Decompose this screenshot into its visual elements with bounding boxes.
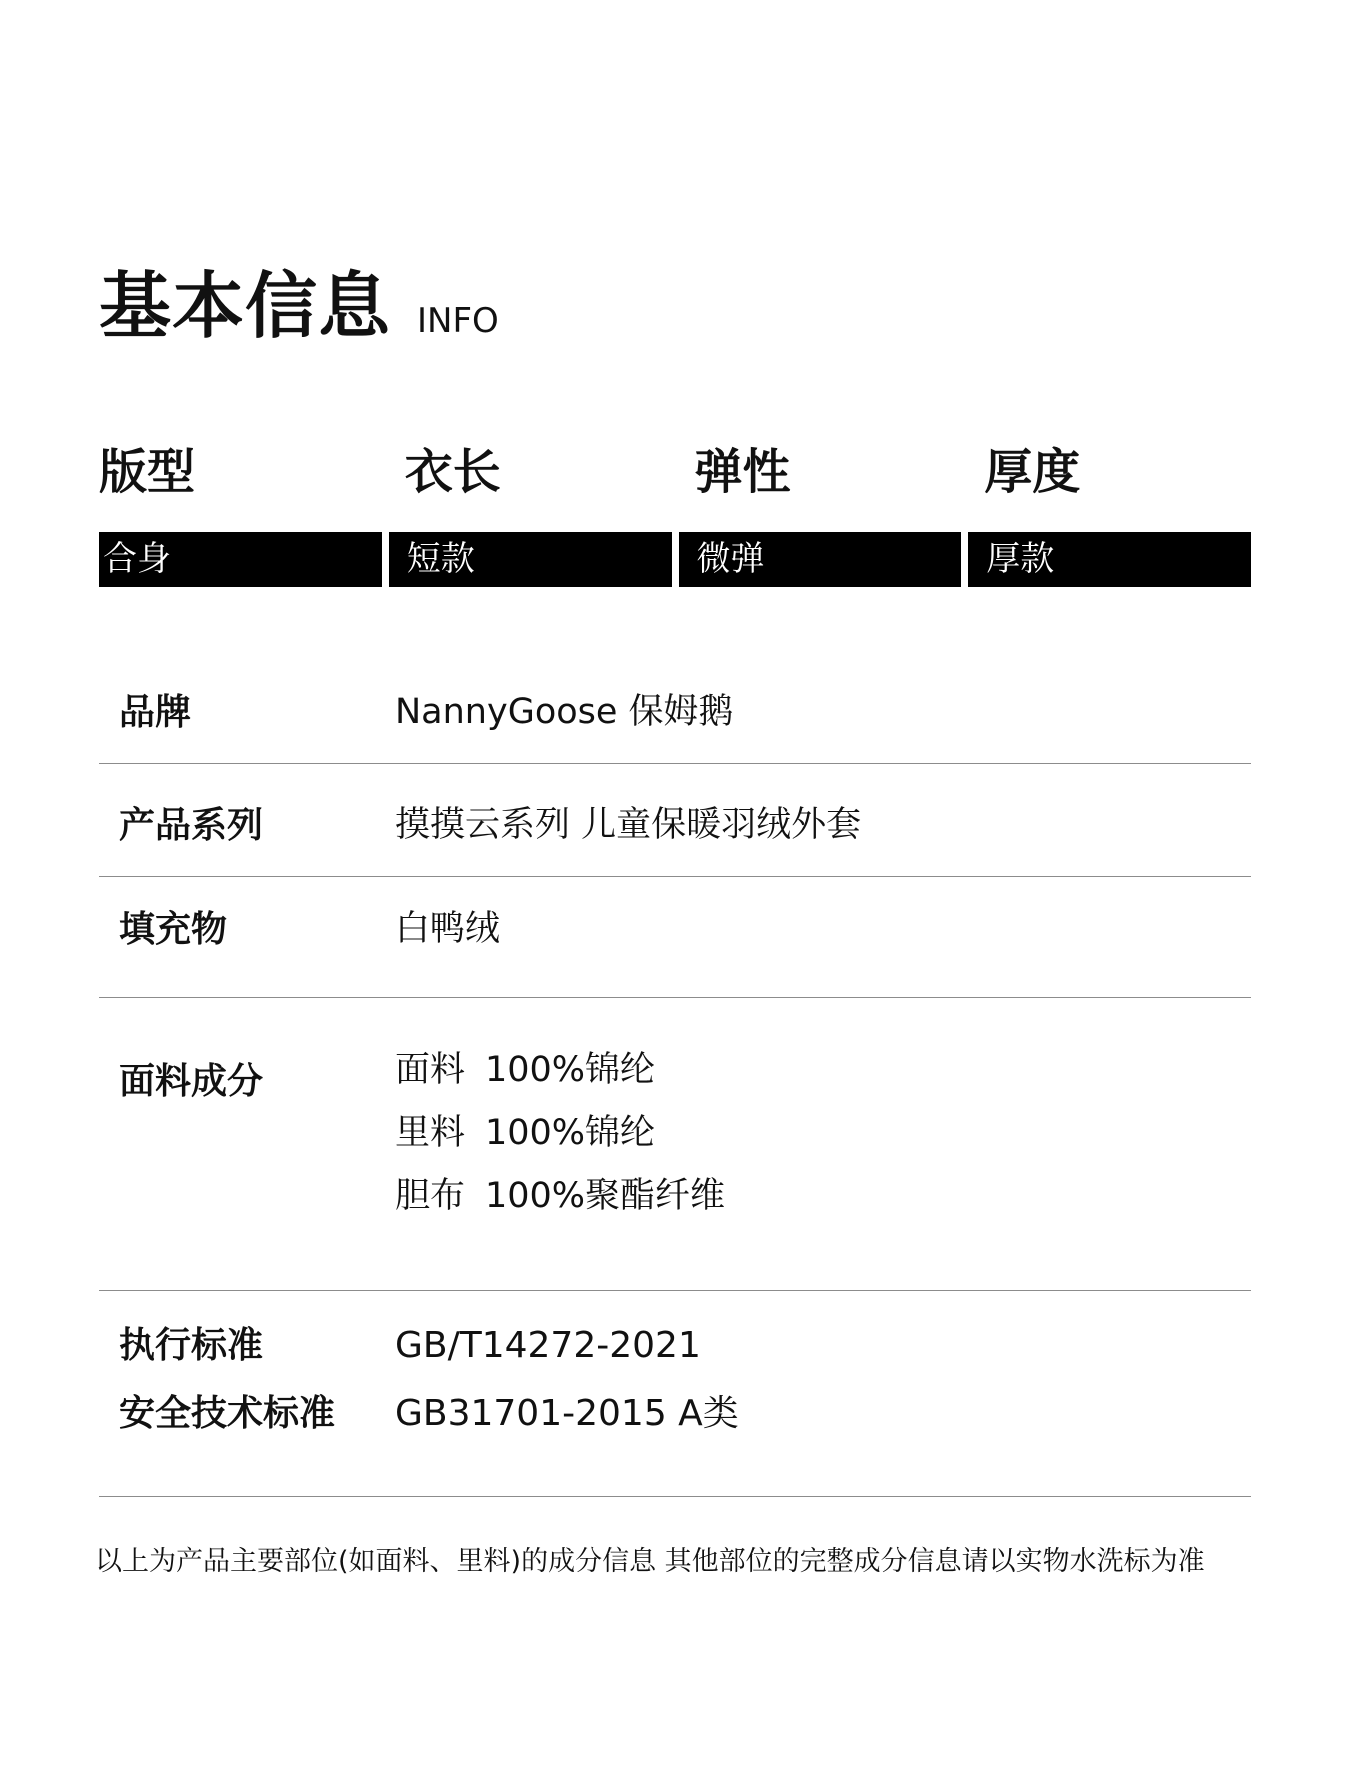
fabric-content: 100%锦纶 (485, 1050, 656, 1090)
fabric-item (395, 1113, 725, 1179)
safety-label: 安全技术标准 (119, 1393, 336, 1434)
attribute-value: 合身 (99, 532, 382, 587)
page-header (99, 264, 499, 348)
safety-value: GB31701-2015 A类 (395, 1393, 739, 1434)
page-title: 基本信息 (99, 264, 392, 348)
attribute-value: 短款 (389, 532, 672, 587)
attribute-label: 弹性 (694, 444, 791, 500)
attribute-label: 厚度 (984, 444, 1081, 500)
fabric-part: 面料 (395, 1050, 466, 1090)
spec-table (99, 660, 1251, 1497)
fabric-part: 胆布 (395, 1176, 466, 1216)
attribute-length (389, 444, 672, 587)
filling-value: 白鸭绒 (395, 909, 501, 949)
attribute-value: 微弹 (679, 532, 962, 587)
attribute-label: 衣长 (404, 444, 501, 500)
page-subtitle: INFO (417, 301, 499, 341)
attribute-thickness (968, 444, 1251, 587)
series-label: 产品系列 (119, 805, 264, 846)
standard-line (119, 1325, 701, 1366)
fabric-label: 面料成分 (119, 1061, 264, 1102)
standard-label: 执行标准 (119, 1325, 264, 1366)
attribute-value: 厚款 (968, 532, 1251, 587)
fabric-list (395, 1050, 726, 1242)
series-value: 摸摸云系列 儿童保暖羽绒外套 (395, 805, 862, 845)
brand-label: 品牌 (119, 692, 192, 733)
fabric-part: 里料 (395, 1113, 466, 1153)
brand-value: NannyGoose 保姆鹅 (395, 692, 734, 732)
standard-value: GB/T14272-2021 (395, 1325, 701, 1366)
attribute-elasticity (679, 444, 962, 587)
fabric-content: 100%锦纶 (485, 1113, 656, 1153)
attribute-strip (99, 444, 1251, 587)
fabric-content: 100%聚酯纤维 (485, 1176, 726, 1216)
filling-label: 填充物 (119, 909, 228, 950)
safety-line (119, 1393, 739, 1434)
attribute-label: 版型 (99, 444, 196, 500)
fabric-item (395, 1176, 726, 1242)
spec-row-filling (99, 877, 1251, 998)
attribute-fit (99, 444, 382, 587)
footnote: 以上为产品主要部位(如面料、里料)的成分信息 其他部位的完整成分信息请以实物水洗标为准 (95, 1546, 1205, 1577)
fabric-item (395, 1050, 725, 1116)
